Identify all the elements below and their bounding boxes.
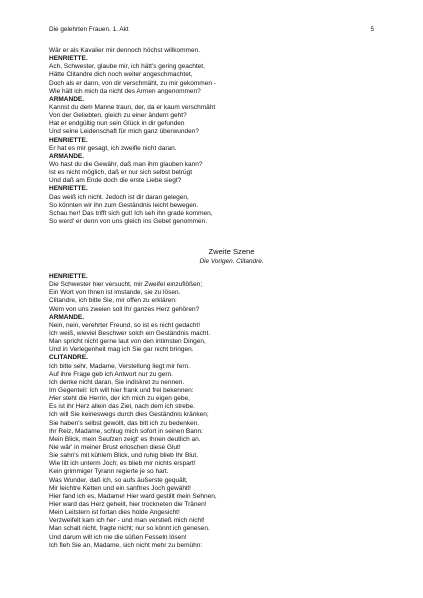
- verse-line: Ihr Reiz, Madame, schlug mich sofort in seinen Bann:: [49, 427, 203, 435]
- verse-line: Wie litt ich unterm Joch; es blieb mir nichts erspart!: [49, 460, 196, 468]
- scene-heading: [49, 247, 374, 266]
- verse-line: Ich weiß, wieviel Beschwer solch ein Geständnis macht.: [49, 329, 211, 337]
- verse-line: Er hat es mir gesagt, ich zweifle nicht daran.: [49, 144, 177, 152]
- verse-line: [49, 395, 379, 403]
- verse-line: Schau her! Das trifft sich gut! Ich seh ihn grade kommen,: [49, 209, 213, 217]
- emphasis-text: Hier: [49, 395, 61, 403]
- verse-line: Doch als er dann, von dir verschmäht, zu mir gekommen -: [49, 79, 216, 87]
- page-number: 5: [370, 26, 374, 33]
- verse-line: Hier ward das Herz geheilt, hier trockneten die Tränen!: [49, 500, 207, 508]
- verse-line: Was Wunder, daß ich, so aufs äußerste gequält,: [49, 476, 188, 484]
- verse-line: Wär er als Kavalier mir dennoch höchst willkommen.: [49, 47, 200, 54]
- verse-line: Und daß am Ende doch die erste Liebe siegt?: [49, 177, 182, 185]
- speaker-name: HENRIETTE.: [49, 185, 88, 193]
- verse-line: Sie sahn's mit kühlem Blick, und ruhig blieb Ihr Blut.: [49, 452, 199, 460]
- verse-line: Von der Geliebten, gleich zu einer ändern geht?: [49, 112, 187, 120]
- verse-line: Hier fand ich es, Madame! Hier ward gestillt mein Sehnen,: [49, 492, 217, 500]
- verse-line: Ich denke nicht daran, Sie indiskret zu nennen.: [49, 378, 185, 386]
- verse-line: Hätte Clitandre dich noch weiter angeschmachtet,: [49, 71, 193, 79]
- verse-line: Und darum will ich nie die süßen Fesseln lösen!: [49, 533, 187, 541]
- speaker-name: HENRIETTE.: [49, 136, 88, 144]
- verse-line: Wie hält ich mich da nicht des Armen angenommen?: [49, 87, 201, 95]
- verse-line: Die Schwester hier versucht, mir Zweifel einzuflößen;: [49, 281, 203, 289]
- speaker-name: CLITANDRE.: [49, 354, 88, 362]
- speaker-name: HENRIETTE.: [49, 273, 88, 280]
- verse-line: Sie haben's selbst gewollt, das bitt ich zu bedenken.: [49, 419, 200, 427]
- verse-line: Auf ihre Frage geb ich Antwort nur zu gern.: [49, 370, 173, 378]
- verse-line: Wem von uns zweien soll Ihr ganzes Herz gehören?: [49, 305, 200, 313]
- verse-line: Clitandre, ich bitte Sie, mir offen zu erklären:: [49, 297, 177, 305]
- verse-line: So werd' er denn von uns gleich ins Gebet genommen.: [49, 217, 208, 225]
- speaker-name: ARMANDE.: [49, 95, 85, 103]
- verse-line: Kannst du dem Manne traun, der, da er kaum verschmäht: [49, 103, 216, 111]
- verse-line: Ich bitte sehr, Madame, Verstellung liegt mir fern.: [49, 362, 190, 370]
- verse-line: Es ist ihr Herz allein das Ziel, nach dem ich strebe.: [49, 403, 195, 411]
- verse-line: Verzweifelt kam ich her - und man verstieß mich nicht!: [49, 517, 205, 525]
- verse-line: So könnten wir ihn zum Geständnis leicht bewegen.: [49, 201, 199, 209]
- verse-line: Mein Leitstern ist fortan dies holde Angesicht!: [49, 509, 180, 517]
- dialogue-block-2: [49, 273, 379, 550]
- verse-line: Und seine Leidenschaft für mich ganz überwunden?: [49, 128, 199, 136]
- verse-line: Mir leichtre Ketten und ein sanftres Joch gewählt!: [49, 484, 191, 492]
- speaker-name: ARMANDE.: [49, 152, 85, 160]
- verse-line: Das weiß ich nicht. Jedoch ist dir daran gelegen,: [49, 193, 189, 201]
- verse-line: Und in Verlegenheit mag ich Sie gar nicht bringen.: [49, 346, 194, 354]
- verse-line: Wo hast du die Gewähr, daß man ihm glauben kann?: [49, 160, 203, 168]
- dialogue-block-1: [49, 47, 379, 226]
- verse-line: Ach, Schwester, glaube mir, ich hätt's gering geachtet,: [49, 63, 205, 71]
- verse-line: Kein grimmiger Tyrann regierte je so hart.: [49, 468, 169, 476]
- verse-line: Mein Blick, mein Seufzen zeigt' es Ihnen deutlich an.: [49, 435, 201, 443]
- verse-line: Ich will Sie keineswegs durch dies Geständnis kränken;: [49, 411, 209, 419]
- verse-line: Man spricht nicht gerne laut von den intimsten Dingen,: [49, 338, 206, 346]
- verse-line: Im Gegenteil: Ich will hier frank und frei bekennen:: [49, 386, 194, 394]
- page-header: [49, 26, 374, 36]
- scene-subtitle: Die Vorigen. Clitandre.: [199, 258, 264, 265]
- verse-line: Hat er endgültig nun sein Glück in dir gefunden: [49, 120, 185, 128]
- verse-line: Ein Wort von Ihnen ist imstande, sie zu lösen.: [49, 289, 181, 297]
- speaker-name: ARMANDE.: [49, 313, 85, 321]
- verse-line: Ist es nicht möglich, daß er nur sich selbst betrügt: [49, 169, 193, 177]
- verse-line: Nie wär' in meiner Brust erloschen diese Glut!: [49, 443, 181, 451]
- verse-line: Nein, nein, verehrter Freund, so ist es nicht gedacht!: [49, 321, 201, 329]
- scene-title: Zweite Szene: [208, 247, 255, 256]
- speaker-name: HENRIETTE.: [49, 55, 88, 63]
- verse-line: Ich fleh Sie an, Madame, sich nicht mehr zu bemühn:: [49, 541, 203, 549]
- running-title: Die gelehrten Frauen. 1. Akt: [49, 26, 129, 33]
- verse-line: Man schalt nicht, fragte nicht; nur so könnt ich genesen.: [49, 525, 210, 533]
- verse-line-rest: steht die Herrin, der ich mich zu eigen gebe,: [60, 395, 190, 403]
